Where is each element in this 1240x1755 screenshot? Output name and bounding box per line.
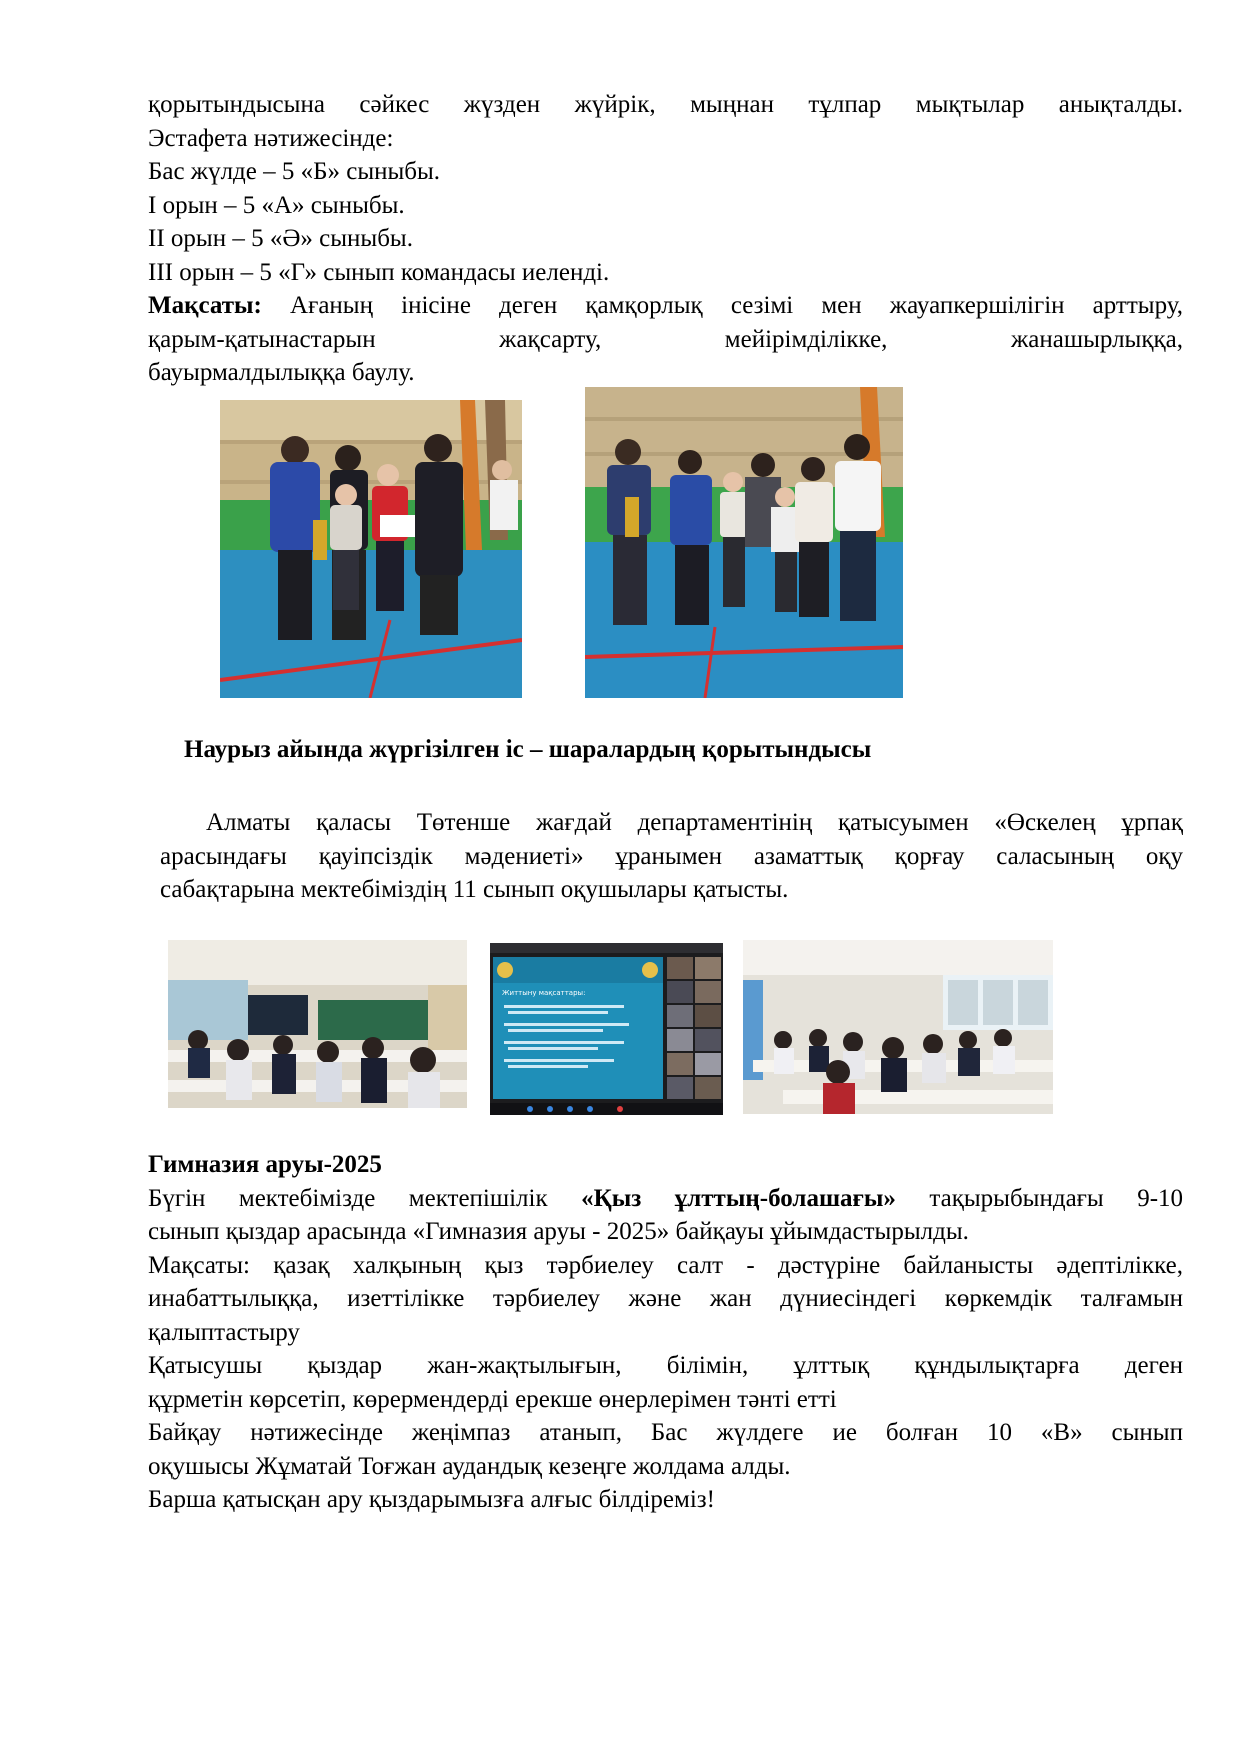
goal-label: Мақсаты: [148,292,262,319]
relay-intro-line: қорытындысына сәйкес жүзден жүйрік, мыңнан тұлпар мықтылар анықталды. [148,91,1183,118]
goal-line-3: бауырмалдылыққа баулу. [148,359,415,386]
relay-results [148,88,1183,390]
result-grand-prize: Бас жүлде – 5 «Б» сыныбы. [148,158,441,185]
photo-icon [168,940,467,1108]
march-line-2: арасындағы қауіпсіздік мәдениеті» ұранымен азаматтық қорғау саласының оқу [160,842,1183,870]
award-photo-left [220,400,522,698]
gym-p3-line2: құрметін көрсетіп, көрермендерді ерекше өнерлерімен тәнті етті [148,1385,837,1413]
slide-title: Життыну мақсаттары: [502,989,586,997]
photo-icon [490,943,723,1115]
gymnasium-section [148,1148,1183,1517]
gym-p1-line2: сынып қыздар арасында «Гимназия аруы - 2025» байқауы ұйымдастырылды. [148,1218,969,1245]
march-line-1: Алматы қаласы Төтенше жағдай департаментінің қатысуымен «Өскелең ұрпақ [206,809,1183,836]
gym-p2-line3: қалыптастыру [148,1318,300,1346]
gymnasium-title: Гимназия аруы-2025 [148,1151,382,1178]
gym-p2-line1: Мақсаты: қазақ халқының қыз тәрбиелеу салт - дәстүріне байланысты әдептілікке, [148,1251,1183,1279]
gym-p2-line2: инабаттылыққа, изеттілікке тәрбиелеу және жан дүниесіндегі көркемдік талғамын [148,1285,1183,1312]
result-second-place: II орын – 5 «Ә» сыныбы. [148,225,413,252]
online-lesson-screenshot [490,943,723,1115]
photo-icon [743,940,1053,1114]
photo-icon [585,387,903,698]
result-first-place: I орын – 5 «А» сыныбы. [148,191,405,219]
gym-p5: Барша қатысқан ару қыздарымызға алғыс білдіреміз! [148,1486,715,1513]
march-paragraph [160,806,1183,907]
goal-line-1 [148,289,1183,323]
classroom-photo-2 [743,940,1053,1114]
gym-p4-line1: Байқау нәтижесінде жеңімпаз атанып, Бас жүлдеге ие болған 10 «В» сынып [148,1419,1183,1446]
march-line-3: сабақтарына мектебіміздің 11 сынып оқушылары қатысты. [160,876,789,903]
gym-p3-line1: Қатысушы қыздар жан-жақтылығын, білімін, ұлттық құндылықтарға деген [148,1352,1183,1379]
result-third-place: III орын – 5 «Г» сынып командасы иеленді. [148,258,610,286]
goal-text-1: Ағаның інісіне деген қамқорлық сезімі мен жауапкершілігін арттыру, [261,292,1183,319]
gym-theme-bold: «Қыз ұлттың-болашағы» [581,1184,896,1212]
photo-icon [220,400,522,698]
gym-p4-line2: оқушысы Жұматай Тоғжан аудандық кезеңге жолдама алды. [148,1452,791,1480]
gym-p1-line1: Бүгін мектебімізде мектепішілік «Қыз ұлттың-болашағы» тақырыбындағы 9-10 [148,1184,1184,1212]
march-section-title: Наурыз айында жүргізілген іс – шаралардың қорытындысы [184,736,872,763]
classroom-photo-1 [168,940,467,1108]
relay-result-heading: Эстафета нәтижесінде: [148,124,394,152]
award-photo-right [585,387,903,698]
goal-line-2: қарым-қатынастарын жақсарту, мейірімділікке, жанашырлыққа, [148,325,1183,353]
